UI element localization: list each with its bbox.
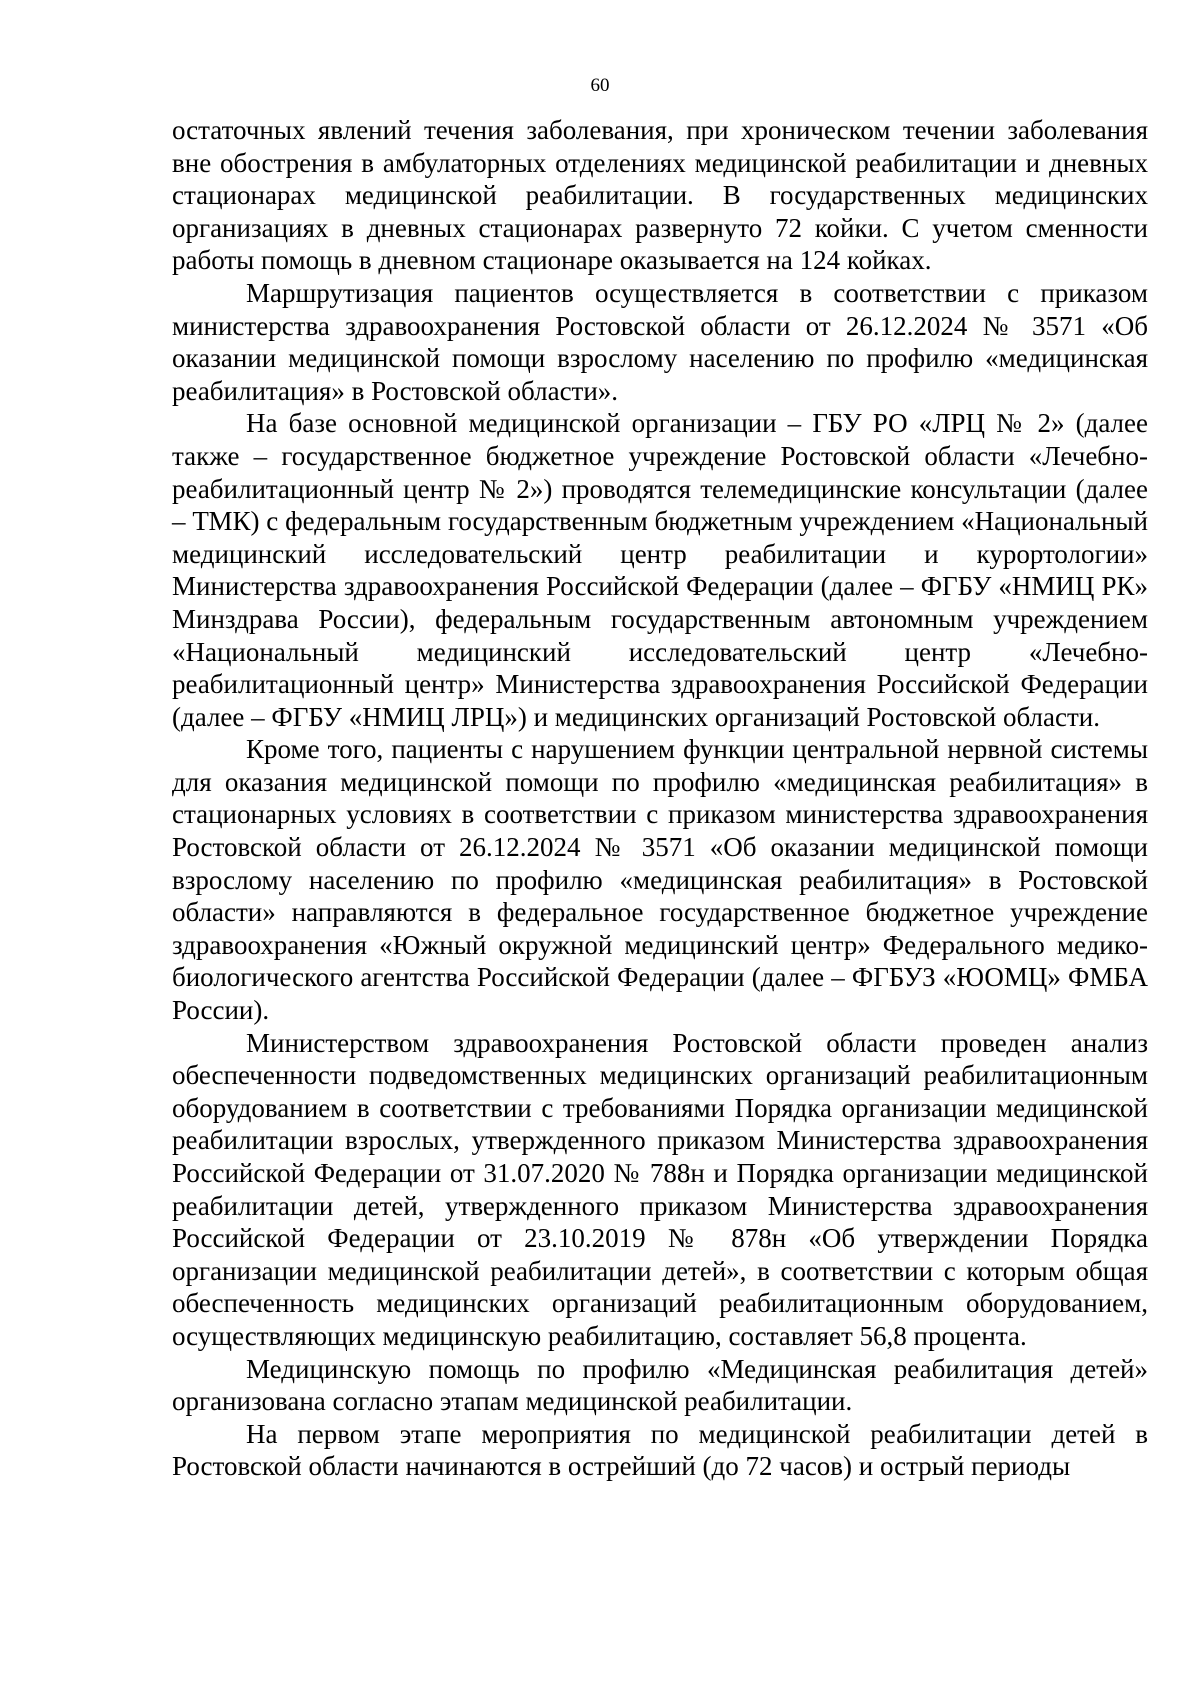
paragraph-first-stage: На первом этапе мероприятия по медицинской реабилитации детей в Ростовской области начинаются в острейший (до 72 часов) и острый периоды	[172, 1418, 1148, 1482]
document-body	[172, 114, 1148, 1483]
paragraph-telemedicine-consultations: На базе основной медицинской организации – ГБУ РО «ЛРЦ № 2» (далее также – государственное бюджетное учреждение Ростовской области «Лечебно-реабилитационный центр № 2») проводятся телемедицинские консультации (далее – ТМК) с федеральным государственным бюджетным учреждением «Национальный медицинский исследовательский центр реабилитации и курортологии» Министерства здравоохранения Российской Федерации (далее – ФГБУ «НМИЦ РК» Минздрава России), федеральным государственным автономным учреждением «Национальный медицинский исследовательский центр «Лечебно-реабилитационный центр» Министерства здравоохранения Российской Федерации (далее – ФГБУ «НМИЦ ЛРЦ») и медицинских организаций Ростовской области.	[172, 408, 1148, 732]
paragraph-equipment-analysis: Министерством здравоохранения Ростовской области проведен анализ обеспеченности подведомственных медицинских организаций реабилитационным оборудованием в соответствии с требованиями Порядка организации медицинской реабилитации взрослых, утвержденного приказом Министерства здравоохранения Российской Федерации от 31.07.2020 № 788н и Порядка организации медицинской реабилитации детей, утвержденного приказом Министерства здравоохранения Российской Федерации от 23.10.2019 № 878н «Об утверждении Порядка организации медицинской реабилитации детей», в соответствии с которым общая обеспеченность медицинских организаций реабилитационным оборудованием, осуществляющих медицинскую реабилитацию, составляет 56,8 процента.	[172, 1027, 1148, 1351]
page-number: 60	[590, 75, 610, 96]
paragraph-patient-routing: Маршрутизация пациентов осуществляется в соответствии с приказом министерства здравоохранения Ростовской области от 26.12.2024 № 3571 «Об оказании медицинской помощи взрослому населению по профилю «медицинская реабилитация» в Ростовской области».	[172, 277, 1148, 406]
paragraph-cns-patients: Кроме того, пациенты с нарушением функции центральной нервной системы для оказания медицинской помощи по профилю «медицинская реабилитация» в стационарных условиях в соответствии с приказом министерства здравоохранения Ростовской области от 26.12.2024 № 3571 «Об оказании медицинской помощи взрослому населению по профилю «медицинская реабилитация» в Ростовской области» направляются в федеральное государственное бюджетное учреждение здравоохранения «Южный окружной медицинский центр» Федерального медико-биологического агентства Российской Федерации (далее – ФГБУЗ «ЮОМЦ» ФМБА России).	[172, 734, 1148, 1026]
paragraph-continuation: остаточных явлений течения заболевания, при хроническом течении заболевания вне обострения в амбулаторных отделениях медицинской реабилитации и дневных стационарах медицинской реабилитации. В государственных медицинских организациях в дневных стационарах развернуто 72 койки. С учетом сменности работы помощь в дневном стационаре оказывается на 124 койках.	[172, 115, 1148, 276]
paragraph-child-rehabilitation: Медицинскую помощь по профилю «Медицинская реабилитация детей» организована согласно этапам медицинской реабилитации.	[172, 1353, 1148, 1417]
